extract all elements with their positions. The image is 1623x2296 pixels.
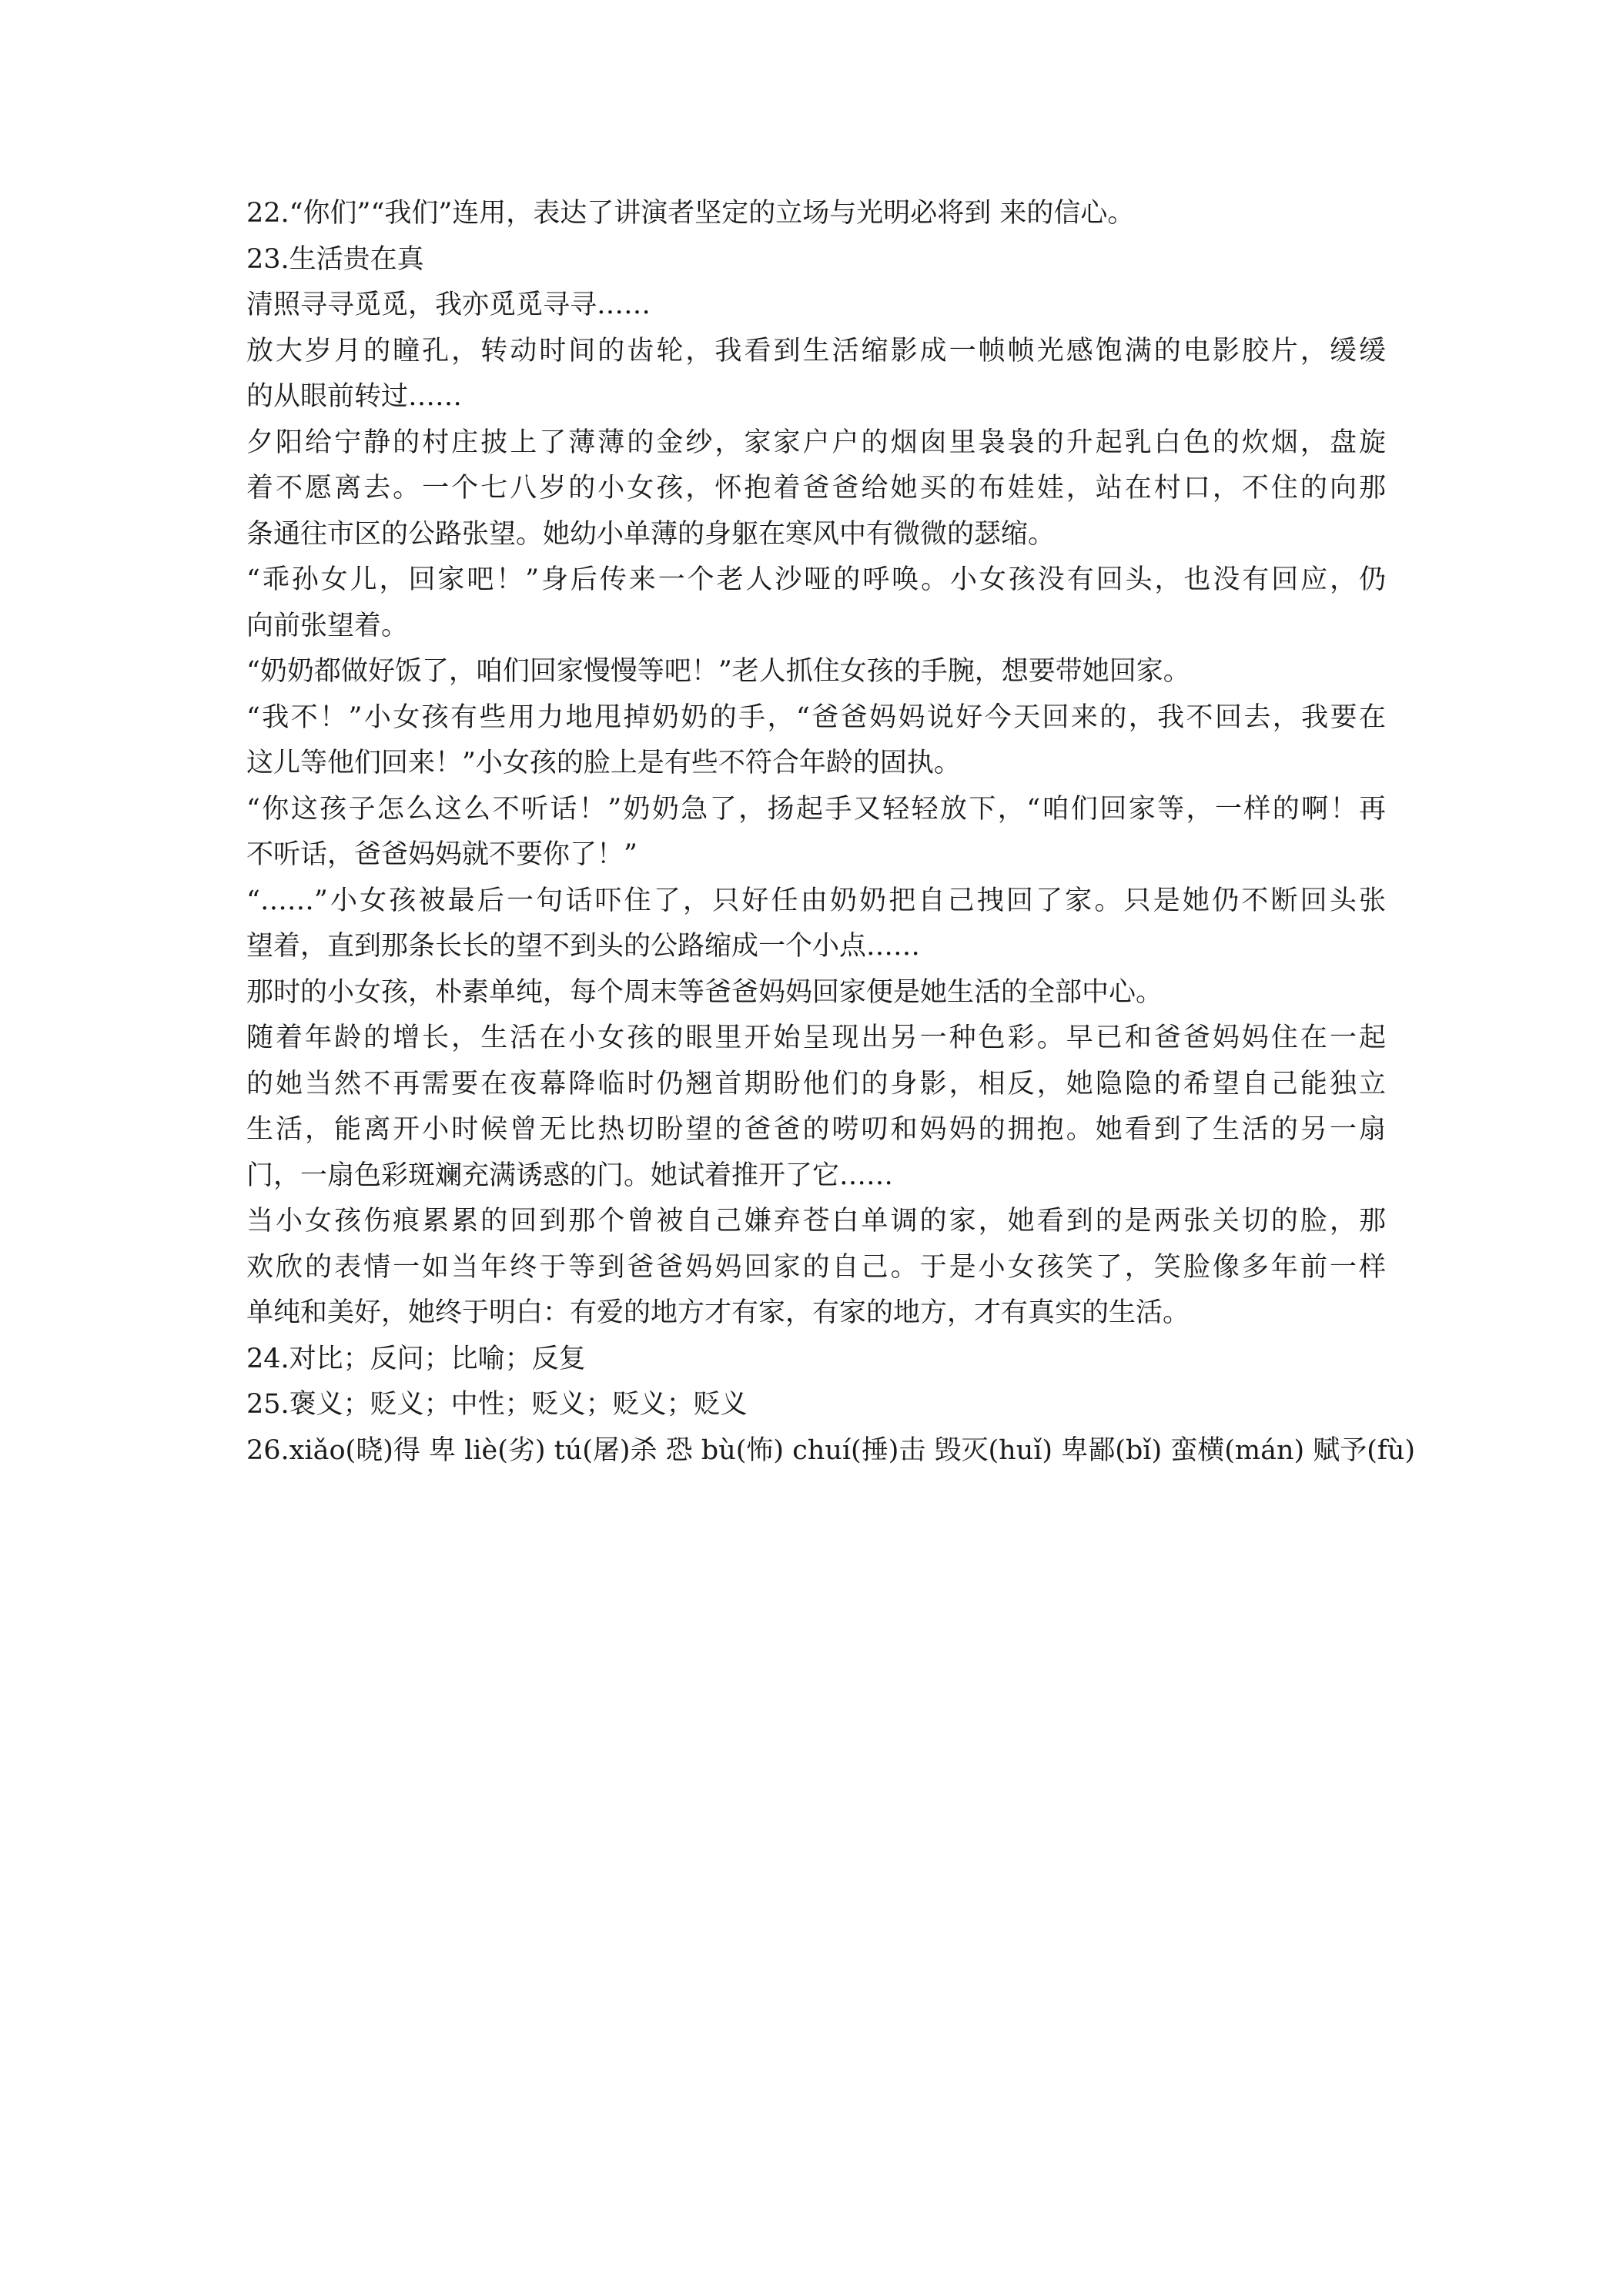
essay-line: 这儿等他们回来！”小女孩的脸上是有些不符合年龄的固执。 (246, 748, 961, 778)
essay-line: 生活，能离开小时候曾无比热切盼望的爸爸的唠叨和妈妈的拥抱。她看到了生活的另一扇 (246, 1114, 1386, 1145)
essay-line: 那时的小女孩，朴素单纯，每个周末等爸爸妈妈回家便是她生活的全部中心。 (246, 976, 1163, 1008)
essay-line: “你这孩子怎么这么不听话！”奶奶急了，扬起手又轻轻放下，“咱们回家等，一样的啊！再 (246, 793, 1386, 825)
essay-line: 不听话，爸爸妈妈就不要你了！” (246, 839, 637, 870)
essay-line: “我不！”小女孩有些用力地甩掉奶奶的手，“爸爸妈妈说好今天回来的，我不回去，我要在 (246, 701, 1386, 733)
essay-line: 单纯和美好，她终于明白：有爱的地方才有家，有家的地方，才有真实的生活。 (246, 1297, 1190, 1328)
essay-line: 随着年龄的增长，生活在小女孩的眼里开始呈现出另一种色彩。早已和爸爸妈妈住在一起 (246, 1022, 1386, 1053)
answer-24: 24.对比；反问；比喻；反复 (246, 1343, 586, 1374)
essay-line: 着不愿离去。一个七八岁的小女孩，怀抱着爸爸给她买的布娃娃，站在村口，不住的向那 (246, 473, 1386, 504)
essay-line: 望着，直到那条长长的望不到头的公路缩成一个小点…… (246, 931, 921, 962)
essay-line: 当小女孩伤痕累累的回到那个曾被自己嫌弃苍白单调的家，她看到的是两张关切的脸，那 (246, 1206, 1386, 1237)
answer-26: 26.xiǎo(晓)得 卑 liè(劣) tú(屠)杀 恐 bù(怖) chuí(捶)击 毁灭(huǐ) 卑鄙(bǐ) 蛮横(mán) 赋予(fù) (246, 1434, 1416, 1466)
document-body (246, 191, 1416, 1474)
essay-line: 欢欣的表情一如当年终于等到爸爸妈妈回家的自己。于是小女孩笑了，笑脸像多年前一样 (246, 1251, 1386, 1283)
essay-line: 向前张望着。 (246, 610, 409, 641)
answer-25: 25.褒义；贬义；中性；贬义；贬义；贬义 (246, 1389, 748, 1420)
essay-line: 清照寻寻觅觅，我亦觅觅寻寻…… (246, 290, 651, 320)
essay-line: 条通往市区的公路张望。她幼小单薄的身躯在寒风中有微微的瑟缩。 (246, 518, 1056, 550)
essay-line: 的她当然不再需要在夜幕降临时仍翘首期盼他们的身影，相反，她隐隐的希望自己能独立 (246, 1068, 1386, 1099)
essay-line: “乖孙女儿，回家吧！”身后传来一个老人沙哑的呼唤。小女孩没有回头，也没有回应，仍 (246, 564, 1386, 595)
essay-line: “奶奶都做好饭了，咱们回家慢慢等吧！”老人抓住女孩的手腕，想要带她回家。 (246, 656, 1190, 687)
answer-23-title: 23.生活贵在真 (246, 243, 424, 275)
essay-line: “……”小女孩被最后一句话吓住了，只好任由奶奶把自己拽回了家。只是她仍不断回头张 (246, 885, 1386, 916)
essay-line: 夕阳给宁静的村庄披上了薄薄的金纱，家家户户的烟囱里袅袅的升起乳白色的炊烟，盘旋 (246, 427, 1386, 458)
essay-line: 门，一扇色彩斑斓充满诱惑的门。她试着推开了它…… (246, 1160, 894, 1191)
answer-22: 22.“你们”“我们”连用，表达了讲演者坚定的立场与光明必将到 来的信心。 (246, 198, 1135, 229)
essay-line: 放大岁月的瞳孔，转动时间的齿轮，我看到生活缩影成一帧帧光感饱满的电影胶片，缓缓 (246, 335, 1386, 366)
essay-line: 的从眼前转过…… (246, 381, 463, 412)
